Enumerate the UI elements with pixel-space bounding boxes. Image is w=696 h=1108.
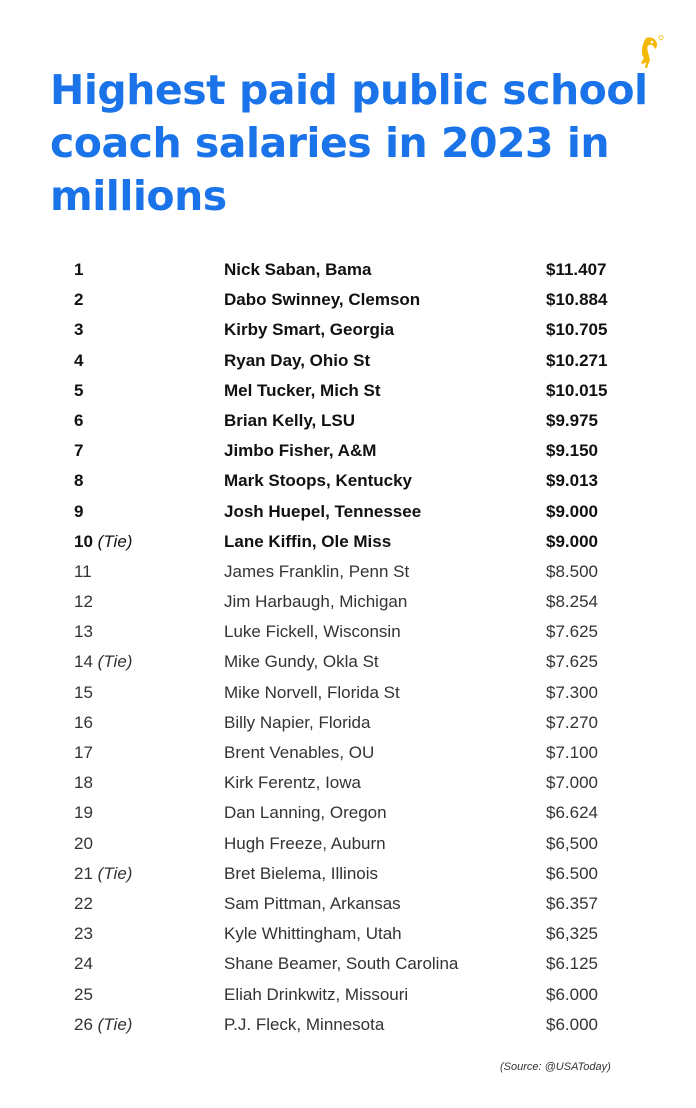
- salary-value: $8.254: [546, 592, 598, 612]
- rank-cell: [74, 436, 83, 466]
- rank-number: 6: [74, 410, 84, 430]
- salary-value: $7.300: [546, 682, 598, 702]
- rank-number: 12: [74, 592, 93, 612]
- rank-number: 15: [74, 682, 93, 702]
- table-row: [74, 315, 634, 345]
- coach-name: Kyle Whittingham, Utah: [224, 924, 402, 944]
- coach-name: Eliah Drinkwitz, Missouri: [224, 984, 409, 1004]
- rank-cell: [74, 315, 83, 345]
- table-row: [74, 768, 634, 798]
- rank-number: 14: [74, 652, 93, 672]
- rank-cell: [74, 798, 93, 828]
- coach-name: Dan Lanning, Oregon: [224, 803, 387, 823]
- table-row: [74, 466, 634, 496]
- coach-name: Shane Beamer, South Carolina: [224, 954, 459, 974]
- coach-name: Lane Kiffin, Ole Miss: [224, 531, 392, 551]
- salary-value: $10.271: [546, 350, 608, 370]
- rank-cell: [74, 376, 83, 406]
- table-row: [74, 557, 634, 587]
- rank-cell: [74, 497, 83, 527]
- rank-number: 18: [74, 773, 93, 793]
- salary-value: $6,325: [546, 924, 598, 944]
- salary-value: $7.000: [546, 773, 598, 793]
- coach-name: James Franklin, Penn St: [224, 561, 410, 581]
- salary-value: $6.000: [546, 1014, 598, 1034]
- coach-name: P.J. Fleck, Minnesota: [224, 1014, 385, 1034]
- rank-number: 11: [74, 561, 92, 581]
- table-row: [74, 406, 634, 436]
- rank-cell: [74, 829, 93, 859]
- tie-label: (Tie): [97, 652, 133, 672]
- coach-name: Mike Norvell, Florida St: [224, 682, 400, 702]
- table-row: [74, 587, 634, 617]
- rank-number: 19: [74, 803, 93, 823]
- rank-cell: [74, 678, 93, 708]
- rank-cell: [74, 708, 93, 738]
- salary-value: $10.705: [546, 320, 608, 340]
- table-row: [74, 859, 634, 889]
- salary-value: $6.357: [546, 893, 598, 913]
- coach-name: Jimbo Fisher, A&M: [224, 441, 377, 461]
- salary-value: $9.975: [546, 410, 598, 430]
- coach-name: Hugh Freeze, Auburn: [224, 833, 386, 853]
- table-row: [74, 798, 634, 828]
- rank-number: 2: [74, 290, 84, 310]
- table-row: [74, 949, 634, 979]
- rank-cell: [74, 466, 83, 496]
- table-row: [74, 889, 634, 919]
- coach-name: Sam Pittman, Arkansas: [224, 893, 401, 913]
- source-note: (Source: @USAToday): [500, 1061, 611, 1073]
- table-row: [74, 527, 634, 557]
- tie-label: (Tie): [97, 863, 133, 883]
- coach-name: Mike Gundy, Okla St: [224, 652, 379, 672]
- tie-label: (Tie): [97, 1014, 133, 1034]
- salary-value: $7.100: [546, 743, 598, 762]
- rank-number: 3: [74, 320, 84, 340]
- table-row: [74, 1010, 634, 1040]
- rank-cell: [74, 1010, 132, 1040]
- rank-cell: [74, 919, 93, 949]
- rank-cell: [74, 557, 92, 587]
- salary-value: $6.125: [546, 954, 598, 974]
- salary-value: $6.000: [546, 984, 598, 1004]
- rank-cell: [74, 285, 83, 315]
- rank-cell: [74, 527, 132, 557]
- coach-name: Billy Napier, Florida: [224, 712, 371, 732]
- coach-name: Dabo Swinney, Clemson: [224, 290, 421, 310]
- coach-name: Bret Bielema, Illinois: [224, 863, 379, 883]
- coach-name: Mel Tucker, Mich St: [224, 380, 381, 400]
- table-row: [74, 678, 634, 708]
- salary-value: $9.000: [546, 501, 598, 521]
- table-row: [74, 980, 634, 1010]
- table-row: [74, 376, 634, 406]
- salary-table: [74, 255, 634, 1040]
- coach-name: Mark Stoops, Kentucky: [224, 471, 412, 491]
- salary-value: $7.270: [546, 712, 598, 732]
- table-row: [74, 647, 634, 677]
- table-row: [74, 255, 634, 285]
- table-row: [74, 617, 634, 647]
- rank-number: 22: [74, 893, 93, 913]
- salary-value: $10.015: [546, 380, 608, 400]
- coach-name: Kirk Ferentz, Iowa: [224, 773, 361, 793]
- rank-number: 9: [74, 501, 84, 521]
- rank-number: 16: [74, 712, 93, 732]
- coach-name: Kirby Smart, Georgia: [224, 320, 395, 340]
- salary-value: $9.000: [546, 531, 598, 551]
- table-row: [74, 346, 634, 376]
- rank-cell: [74, 617, 93, 647]
- coach-name: Luke Fickell, Wisconsin: [224, 622, 401, 642]
- rank-cell: [74, 980, 93, 1010]
- salary-value: $6.500: [546, 863, 598, 883]
- rank-number: 20: [74, 833, 93, 853]
- coach-name: Brian Kelly, LSU: [224, 410, 355, 430]
- salary-value: $6,500: [546, 833, 598, 853]
- rank-cell: [74, 587, 93, 617]
- rank-cell: [74, 406, 83, 436]
- table-row: [74, 829, 634, 859]
- salary-value: $9.150: [546, 441, 598, 461]
- rank-number: 1: [74, 260, 84, 279]
- page-title: Highest paid public school coach salaries in 2023 in millions: [50, 66, 648, 220]
- table-row: [74, 919, 634, 949]
- salary-value: $8.500: [546, 561, 598, 581]
- rank-number: 17: [74, 743, 93, 762]
- tie-label: (Tie): [97, 531, 133, 551]
- table-row: [74, 708, 634, 738]
- rank-number: 26: [74, 1014, 93, 1034]
- salary-value: $7.625: [546, 652, 598, 672]
- coach-name: Jim Harbaugh, Michigan: [224, 592, 408, 612]
- table-row: [74, 285, 634, 315]
- rank-number: 5: [74, 380, 84, 400]
- coach-name: Josh Huepel, Tennessee: [224, 501, 422, 521]
- rank-number: 7: [74, 441, 84, 461]
- rank-cell: [74, 859, 132, 889]
- salary-value: $6.624: [546, 803, 598, 823]
- rank-cell: [74, 738, 93, 768]
- rank-number: 10: [74, 531, 93, 551]
- table-row: [74, 436, 634, 466]
- rank-cell: [74, 889, 93, 919]
- rank-cell: [74, 768, 93, 798]
- coach-name: Nick Saban, Bama: [224, 260, 372, 279]
- table-row: [74, 738, 634, 768]
- rank-number: 8: [74, 471, 84, 491]
- rank-number: 23: [74, 924, 93, 944]
- coach-name: Brent Venables, OU: [224, 743, 375, 762]
- rank-cell: [74, 949, 93, 979]
- rank-cell: [74, 255, 83, 285]
- rank-cell: [74, 346, 83, 376]
- rank-cell: [74, 647, 132, 677]
- table-row: [74, 497, 634, 527]
- salary-value: $7.625: [546, 622, 598, 642]
- rank-number: 24: [74, 954, 93, 974]
- salary-value: $10.884: [546, 290, 608, 310]
- rank-number: 25: [74, 984, 93, 1004]
- rank-number: 4: [74, 350, 84, 370]
- rank-number: 21: [74, 863, 93, 883]
- coach-name: Ryan Day, Ohio St: [224, 350, 371, 370]
- salary-value: $9.013: [546, 471, 598, 491]
- rank-number: 13: [74, 622, 93, 642]
- salary-value: $11.407: [546, 260, 607, 279]
